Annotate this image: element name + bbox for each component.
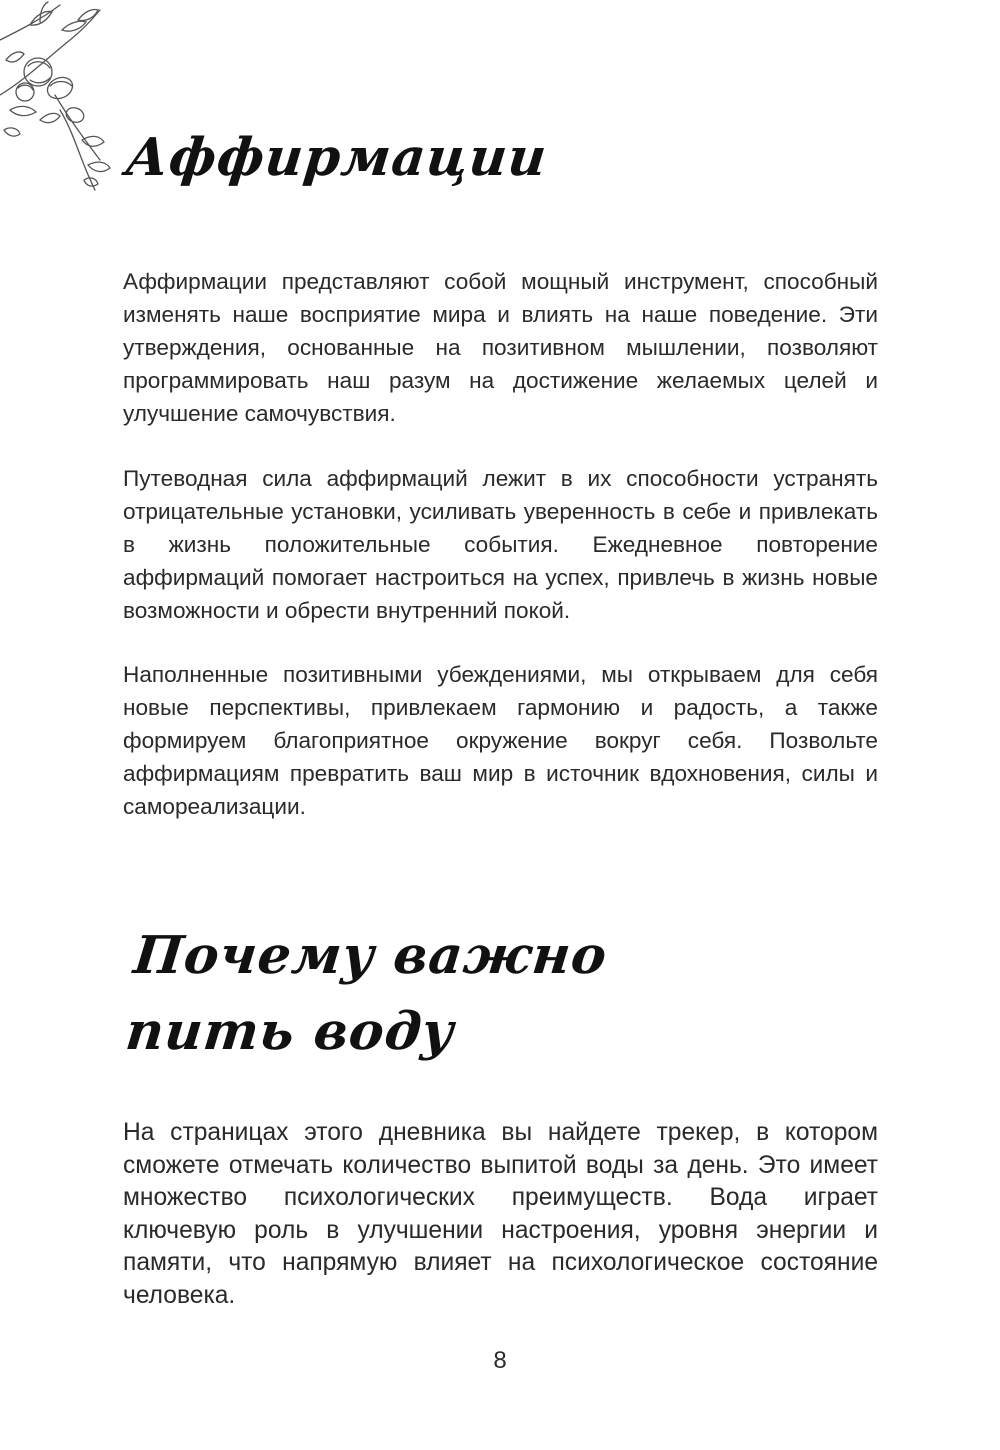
affirmations-paragraph-1: Аффирмации представляют собой мощный инструмент, способный изменять наше восприятие мира и влиять на наше поведение. Эти утверждения, основанные на позитивном мышлении, позволяют программировать наш разум на достижение желаемых целей и улучшение самочувствия. <box>123 269 878 426</box>
page-number: 8 <box>493 1347 507 1374</box>
section-title-affirmations: Аффирмации <box>122 127 551 188</box>
water-paragraph-1: На страницах этого дневника вы найдете трекер, в котором сможете отмечать количество выпитой воды за день. Это имеет множество психологических преимуществ. Вода играет ключевую роль в улучшении настроения, уровня энергии и памяти, что напрямую влияет на психологическое состояние человека. <box>123 1119 878 1309</box>
section-title-water: Почему важно пить воду <box>122 925 611 1062</box>
affirmations-paragraph-3: Наполненные позитивными убеждениями, мы открываем для себя новые перспективы, привлекаем гармонию и радость, а также формируем благоприятное окружение вокруг себя. Позвольте аффирмациям превратить ваш мир в источник вдохновения, силы и самореализации. <box>123 662 878 819</box>
affirmations-paragraph-2: Путеводная сила аффирмаций лежит в их способности устранять отрицательные установки, усиливать уверенность в себе и привлекать в жизнь положительные события. Ежедневное повторение аффирмаций помогает настроиться на успех, привлечь в жизнь новые возможности и обрести внутренний покой. <box>123 466 878 623</box>
floral-branch-icon <box>0 0 120 205</box>
